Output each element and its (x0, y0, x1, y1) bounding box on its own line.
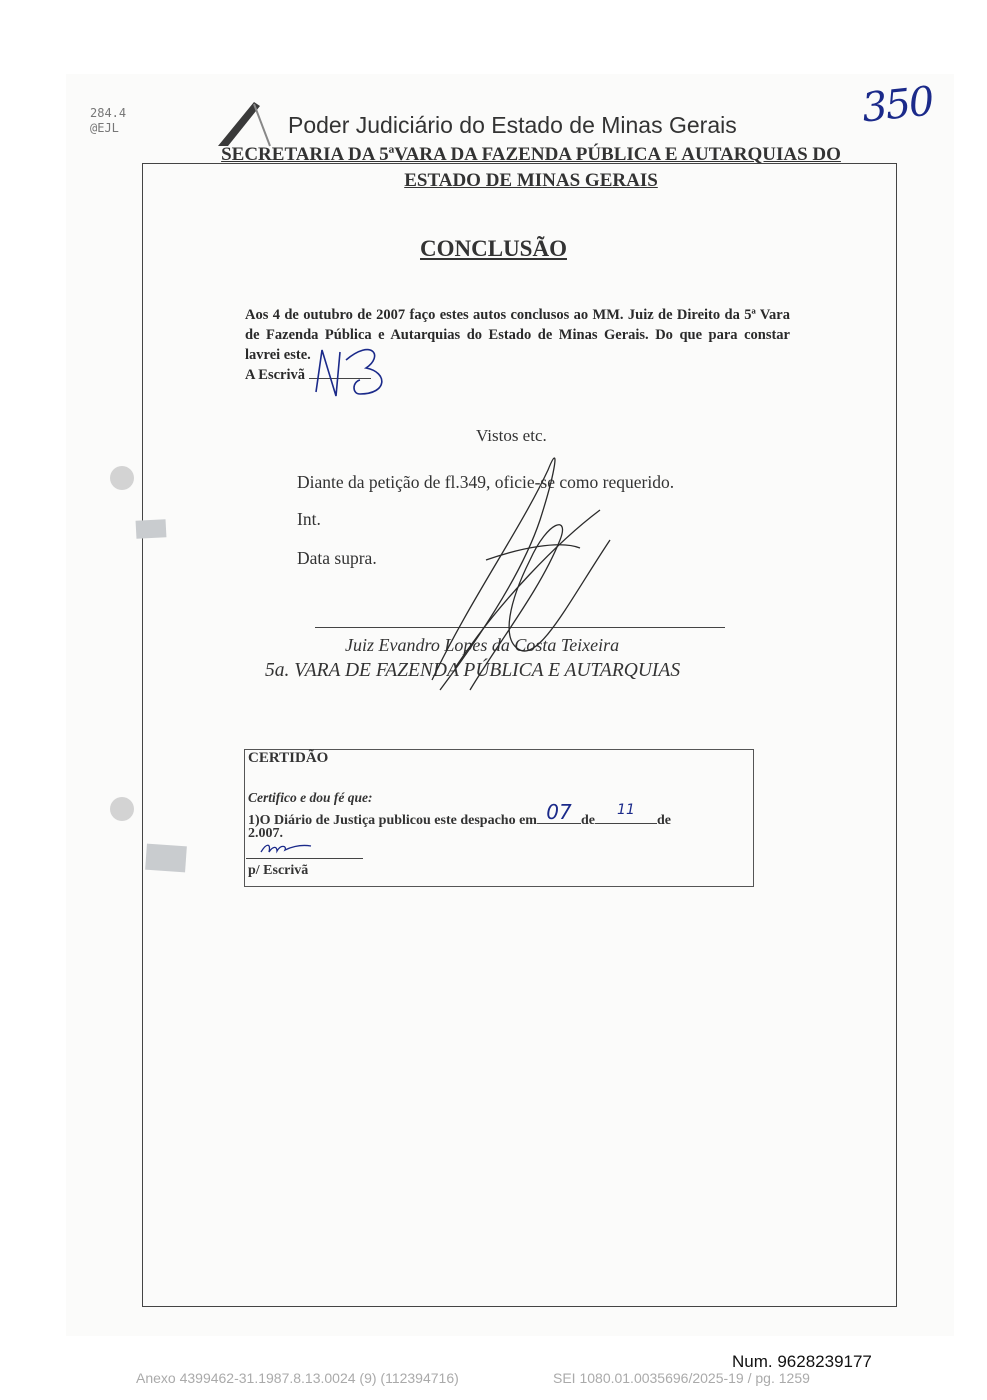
despacho-line1: Diante da petição de fl.349, oficie-se como requerido. (297, 472, 675, 492)
certidao-title: CERTIDÃO (248, 750, 329, 766)
despacho-line3: Data supra. (297, 548, 377, 568)
escriva-initials-signature (316, 350, 382, 396)
vistos-text: Vistos etc. (476, 426, 547, 445)
stamp-code-line1: 284.4 (90, 106, 127, 120)
conclusao-text: Aos 4 de outubro de 2007 faço estes autos conclusos ao MM. Juiz de Direito da 5ª Vara de Fazenda Pública e Autarquias do Estado de Minas Gerais. Do que para constar lavrei este. (245, 307, 790, 363)
footer-sei: SEI 1080.01.0035696/2025-19 / pg. 1259 (553, 1370, 810, 1386)
de-label-2: de (656, 813, 671, 828)
handwritten-month: 11 (617, 802, 635, 818)
secretaria-line1: SECRETARIA DA 5ªVARA DA FAZENDA PÚBLICA E AUTARQUIAS DO (221, 144, 841, 165)
certidao-escriva-label: p/ Escrivã (248, 863, 309, 878)
handwritten-day: 07 (546, 800, 572, 824)
document-number: Num. 9628239177 (732, 1352, 872, 1371)
despacho-line2: Int. (297, 509, 321, 529)
de-label-1: de (580, 813, 595, 828)
certidao-year: 2.007. (248, 826, 283, 841)
court-name: Poder Judiciário do Estado de Minas Gerais (288, 112, 737, 138)
judge-signature (432, 458, 610, 690)
publication-prefix: 1)O Diário de Justiça publicou este despacho em (248, 813, 537, 828)
folio-number: 350 (859, 78, 935, 132)
stamp-code-line2: @EJL (90, 121, 119, 135)
judge-name: Juiz Evandro Lopes da Costa Teixeira (345, 635, 620, 655)
conclusao-title: CONCLUSÃO (420, 236, 567, 261)
footer-anexo: Anexo 4399462-31.1987.8.13.0024 (9) (112394716) (136, 1370, 459, 1386)
certidao-subtitle: Certifico e dou fé que: (248, 790, 373, 805)
vara-name: 5a. VARA DE FAZENDA PÚBLICA E AUTARQUIAS (265, 660, 681, 681)
secretaria-line2: ESTADO DE MINAS GERAIS (404, 170, 658, 191)
escriva-label: A Escrivã (245, 367, 306, 383)
